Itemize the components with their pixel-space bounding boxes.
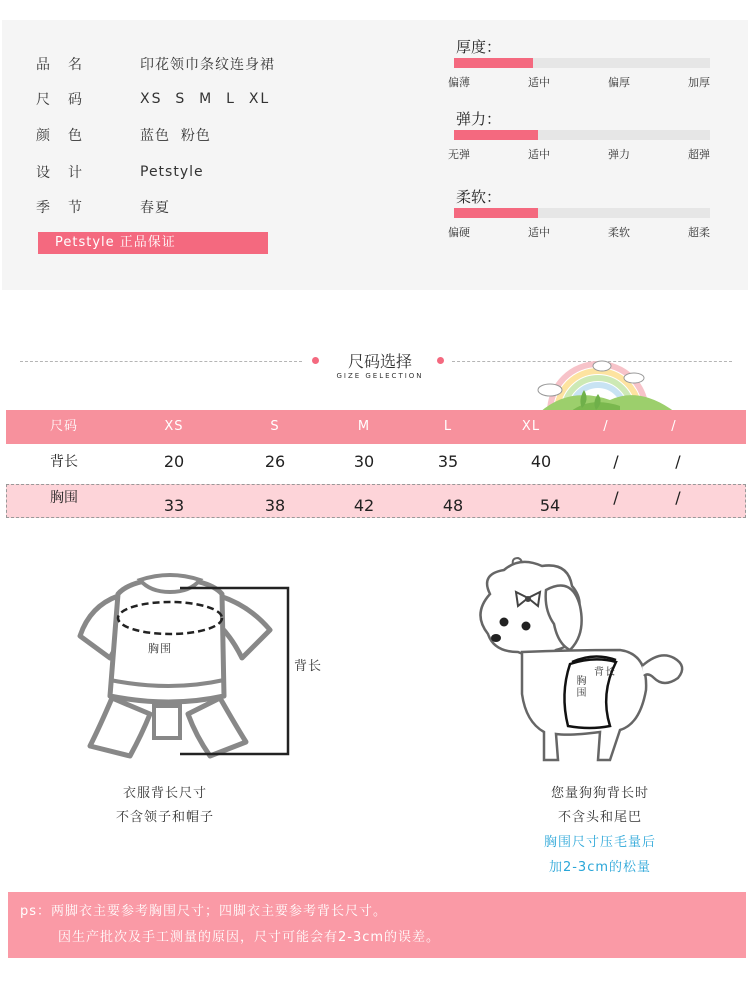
row-label: 胸围 — [50, 490, 78, 506]
section-dot-left — [312, 357, 319, 364]
spec-value: Petstyle — [140, 164, 204, 180]
meter-ticks — [448, 224, 710, 240]
header-cell: L — [443, 419, 453, 434]
meter-tick: 偏厚 — [608, 76, 630, 89]
dog-measure-illustration — [460, 554, 692, 768]
meter-tick: 超弹 — [688, 148, 710, 161]
header-cell: M — [357, 419, 371, 434]
footnote-line-1: ps：两脚衣主要参考胸围尺寸；四脚衣主要参考背长尺寸。 — [20, 904, 388, 919]
meter-tick: 超柔 — [688, 226, 710, 239]
meter-tick: 适中 — [528, 76, 550, 89]
meter-ticks — [448, 74, 710, 90]
dog-caption-2: 不含头和尾巴 — [557, 810, 642, 825]
softness-meter — [448, 186, 714, 240]
meter-tick: 无弹 — [448, 148, 470, 161]
table-row — [6, 484, 746, 518]
meter-ticks — [448, 146, 710, 162]
table-cell: / — [613, 452, 619, 471]
meter-fill — [454, 58, 533, 68]
meter-tick: 柔软 — [608, 226, 630, 239]
meter-tick: 适中 — [528, 226, 550, 239]
meter-tick: 弹力 — [608, 148, 630, 161]
clothes-chest-label: 胸围 — [148, 642, 172, 655]
spec-label: 颜色 — [36, 128, 100, 144]
spec-label: 品名 — [36, 57, 100, 73]
meter-track — [454, 58, 710, 68]
dog-note-1: 胸围尺寸压毛量后 — [543, 835, 656, 850]
clothes-caption-2: 不含领子和帽子 — [115, 810, 214, 825]
clothes-caption-1: 衣服背长尺寸 — [122, 786, 207, 801]
spec-row-size — [36, 87, 270, 111]
meter-fill — [454, 208, 538, 218]
spec-value: 印花领巾条纹连身裙 — [140, 57, 275, 73]
table-cell: 26 — [264, 452, 286, 471]
spec-row-design — [36, 160, 204, 184]
footnote-line-2: 因生产批次及手工测量的原因，尺寸可能会有2-3cm的误差。 — [58, 930, 441, 945]
table-cell: 33 — [163, 496, 185, 515]
table-cell: / — [613, 488, 619, 507]
meter-tick: 适中 — [528, 148, 550, 161]
meter-title: 弹力： — [456, 110, 502, 128]
header-cell: / — [671, 419, 677, 434]
meter-tick: 加厚 — [688, 76, 710, 89]
table-cell: 40 — [530, 452, 552, 471]
section-dot-right — [437, 357, 444, 364]
meter-title: 柔软： — [456, 188, 502, 206]
section-divider-left — [20, 361, 302, 362]
thickness-meter — [448, 36, 714, 90]
spec-row-color — [36, 123, 211, 147]
meter-tick: 偏薄 — [448, 76, 470, 89]
size-table-header — [6, 410, 746, 444]
table-cell: 20 — [163, 452, 185, 471]
spec-value: XS S M L XL — [140, 91, 271, 107]
table-cell: 30 — [353, 452, 375, 471]
header-cell: XL — [521, 419, 541, 434]
spec-value: 蓝色 粉色 — [140, 128, 211, 144]
dog-note-2: 加2-3cm的松量 — [548, 860, 652, 875]
product-info-panel — [2, 20, 748, 290]
elasticity-meter — [448, 108, 714, 162]
section-title: 尺码选择 — [347, 352, 412, 371]
table-row — [6, 445, 746, 479]
spec-label: 季节 — [36, 200, 100, 216]
spec-label: 尺码 — [36, 92, 100, 108]
meter-title: 厚度： — [456, 38, 502, 56]
dog-chest-label: 胸围 — [576, 676, 588, 699]
clothes-back-label: 背长 — [294, 659, 323, 674]
table-cell: / — [675, 488, 681, 507]
meter-fill — [454, 130, 538, 140]
header-cell: S — [270, 419, 280, 434]
dog-back-label: 背长 — [594, 667, 616, 678]
meter-track — [454, 130, 710, 140]
table-cell: 48 — [442, 496, 464, 515]
measurement-footnote — [8, 892, 746, 958]
spec-value: 春夏 — [140, 200, 170, 216]
header-cell: / — [603, 419, 609, 434]
rainbow-hill-decoration — [530, 356, 680, 412]
spec-row-name — [36, 52, 275, 76]
table-cell: 42 — [353, 496, 375, 515]
meter-tick: 偏硬 — [448, 226, 470, 239]
table-cell: 38 — [264, 496, 286, 515]
section-subtitle: GIZE GELECTION — [336, 372, 424, 380]
dog-caption-1: 您量狗狗背长时 — [550, 786, 649, 801]
authenticity-banner: Petstyle 正品保证 — [38, 232, 268, 254]
header-cell: XS — [164, 419, 184, 434]
table-cell: 35 — [437, 452, 459, 471]
spec-row-season — [36, 195, 170, 219]
meter-track — [454, 208, 710, 218]
table-cell: / — [675, 452, 681, 471]
spec-label: 设计 — [36, 165, 100, 181]
header-cell: 尺码 — [49, 419, 78, 434]
row-label: 背长 — [50, 454, 78, 470]
table-cell: 54 — [539, 496, 561, 515]
